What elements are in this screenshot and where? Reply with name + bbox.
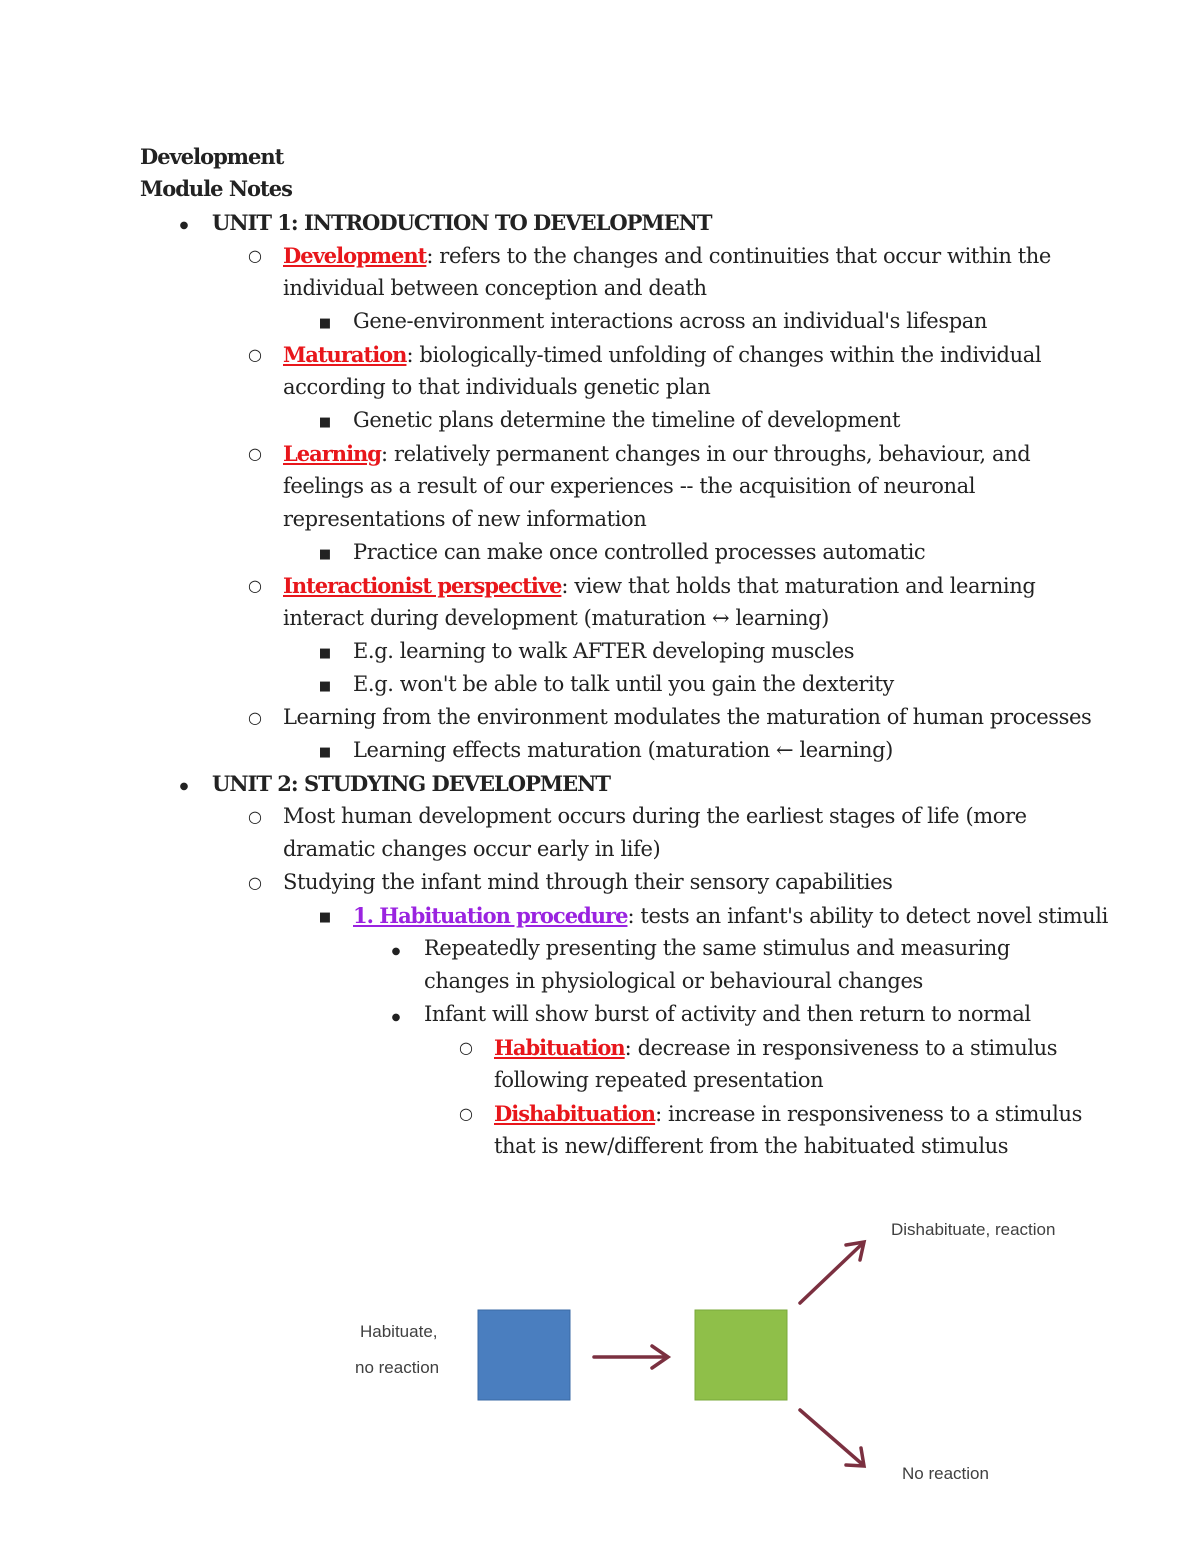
arrow-up <box>800 1244 862 1303</box>
term-development: Development <box>283 243 427 268</box>
habituation-procedure-def: : tests an infant's ability to detect novel stimuli <box>627 904 1108 928</box>
maturation-def-line2: according to that individuals genetic plan <box>283 375 711 399</box>
dishabituation-def-line1: : increase in responsiveness to a stimulus <box>655 1102 1082 1126</box>
habituation-def-line2: following repeated presentation <box>494 1068 824 1092</box>
term-maturation: Maturation <box>283 342 407 367</box>
label-dishabituate: Dishabituate, reaction <box>891 1220 1056 1239</box>
stimulus-box-novel <box>695 1310 787 1400</box>
unit2-item1-line2: dramatic changes occur early in life) <box>283 837 661 861</box>
interactionist-def-line2: interact during development (maturation ↔ learning) <box>283 606 829 630</box>
unit2-item2: Studying the infant mind through their sensory capabilities <box>283 870 893 894</box>
unit1-heading: UNIT 1: INTRODUCTION TO DEVELOPMENT <box>212 210 712 235</box>
learning-def-line3: representations of new information <box>283 507 647 531</box>
term-habituation-procedure: 1. Habituation procedure <box>353 903 628 928</box>
development-def-line1: : refers to the changes and continuities that occur within the <box>426 244 1051 268</box>
unit2-item1-line1: Most human development occurs during the earliest stages of life (more <box>283 804 1027 828</box>
doc-title: Development <box>140 144 284 169</box>
habituation-def-line1: : decrease in responsiveness to a stimulus <box>624 1036 1058 1060</box>
learning-sub1: Practice can make once controlled processes automatic <box>353 540 926 564</box>
learning-def-line2: feelings as a result of our experiences -- the acquisition of neuronal <box>283 474 976 498</box>
term-dishabituation: Dishabituation <box>494 1101 656 1126</box>
learning-def-line1: : relatively permanent changes in our throughs, behaviour, and <box>381 442 1031 466</box>
term-habituation: Habituation <box>494 1035 625 1060</box>
maturation-def-line1: : biologically-timed unfolding of changes within the individual <box>406 343 1042 367</box>
doc-subtitle: Module Notes <box>140 176 292 201</box>
development-sub1: Gene-environment interactions across an individual's lifespan <box>353 309 987 333</box>
development-def-line2: individual between conception and death <box>283 276 707 300</box>
term-learning: Learning <box>283 441 381 466</box>
interactionist-sub1: E.g. learning to walk AFTER developing muscles <box>353 639 855 663</box>
maturation-sub1: Genetic plans determine the timeline of development <box>353 408 901 432</box>
interactionist-def-line1: : view that holds that maturation and learning <box>561 574 1036 598</box>
arrow-down <box>800 1410 862 1464</box>
procedure-point2: Infant will show burst of activity and then return to normal <box>424 1002 1031 1026</box>
procedure-point1-line2: changes in physiological or behavioural changes <box>424 969 923 993</box>
environment-text: Learning from the environment modulates the maturation of human processes <box>283 705 1092 729</box>
stimulus-box-habituated <box>478 1310 570 1400</box>
term-interactionist: Interactionist perspective <box>283 573 562 598</box>
label-no-reaction-right: No reaction <box>902 1464 989 1483</box>
interactionist-sub2: E.g. won't be able to talk until you gain the dexterity <box>353 672 894 696</box>
environment-sub1: Learning effects maturation (maturation ← learning) <box>353 738 893 762</box>
procedure-point1-line1: Repeatedly presenting the same stimulus and measuring <box>424 936 1010 960</box>
unit2-heading: UNIT 2: STUDYING DEVELOPMENT <box>212 771 610 796</box>
label-no-reaction-left: no reaction <box>355 1358 440 1377</box>
dishabituation-def-line2: that is new/different from the habituated stimulus <box>494 1134 1009 1158</box>
label-habituate: Habituate, <box>360 1322 438 1341</box>
